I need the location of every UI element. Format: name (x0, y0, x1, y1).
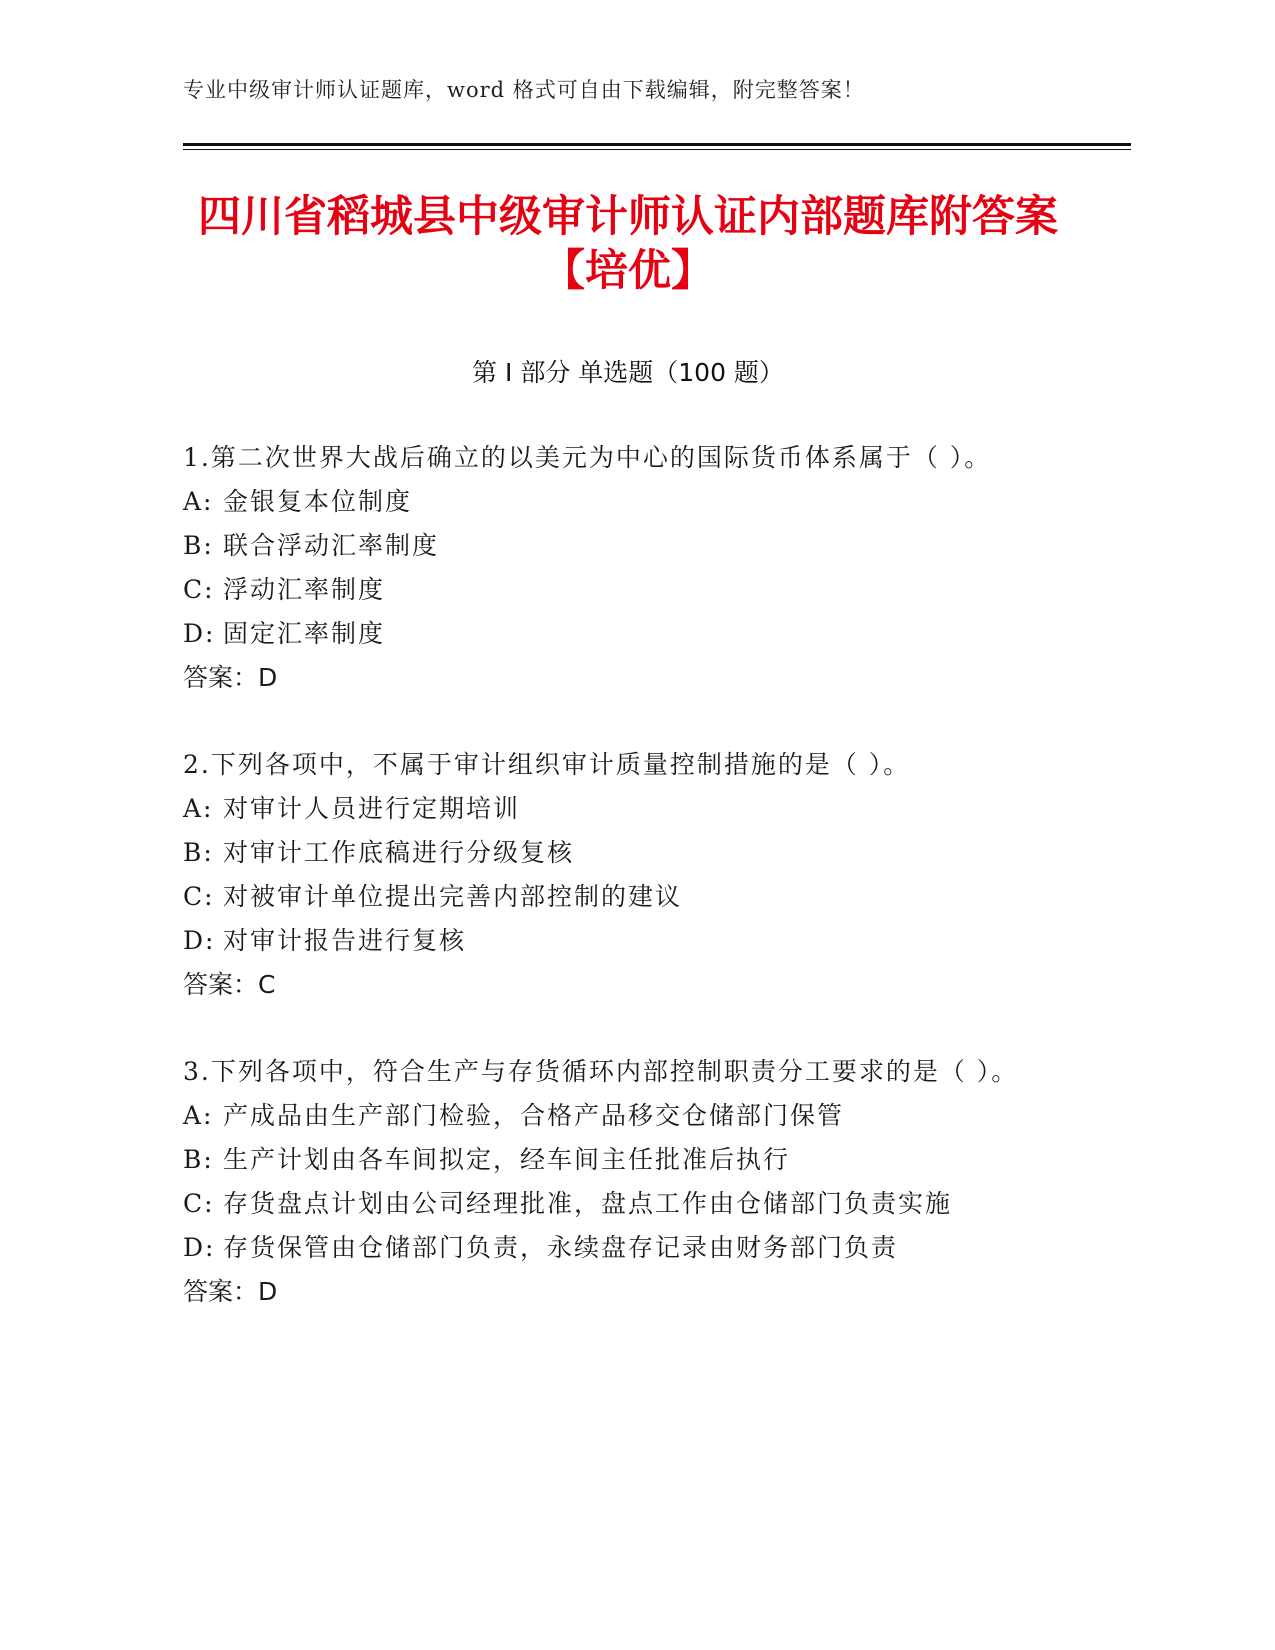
option-d (183, 919, 1083, 963)
option-letter: B: (183, 1145, 214, 1174)
option-b (183, 1138, 1083, 1182)
option-text: 对审计工作底稿进行分级复核 (223, 838, 575, 867)
option-text: 固定汇率制度 (223, 619, 386, 648)
answer: 答案：D (183, 663, 278, 692)
option-letter: B: (183, 838, 214, 867)
option-letter: B: (183, 531, 214, 560)
option-a (183, 1094, 1083, 1138)
answer: 答案：C (183, 970, 276, 999)
option-letter: C: (183, 575, 215, 604)
option-letter: C: (183, 882, 215, 911)
question-stem: 2.下列各项中，不属于审计组织审计质量控制措施的是（ ）。 (183, 750, 911, 779)
question-stem: 3.下列各项中，符合生产与存货循环内部控制职责分工要求的是（ ）。 (183, 1057, 1019, 1086)
option-text: 生产计划由各车间拟定，经车间主任批准后执行 (223, 1145, 791, 1174)
option-b (183, 831, 1083, 875)
option-d (183, 612, 1083, 656)
section-title: 第 I 部分 单选题（100 题） (472, 358, 784, 387)
option-letter: A: (183, 487, 214, 516)
option-text: 对被审计单位提出完善内部控制的建议 (223, 882, 683, 911)
option-text: 对审计报告进行复核 (223, 926, 467, 955)
option-b (183, 524, 1083, 568)
question-1 (183, 436, 1083, 700)
header-rule-thick (183, 143, 1131, 146)
option-letter: C: (183, 1189, 215, 1218)
question-2 (183, 743, 1083, 1007)
option-letter: D: (183, 619, 216, 648)
option-text: 浮动汇率制度 (223, 575, 386, 604)
answer: 答案：D (183, 1277, 278, 1306)
option-d (183, 1226, 1083, 1270)
option-letter: A: (183, 1101, 214, 1130)
header-rule-thin (183, 149, 1131, 150)
option-text: 金银复本位制度 (223, 487, 413, 516)
option-text: 产成品由生产部门检验，合格产品移交仓储部门保管 (223, 1101, 845, 1130)
question-3 (183, 1050, 1083, 1314)
option-c (183, 1182, 1083, 1226)
question-stem: 1.第二次世界大战后确立的以美元为中心的国际货币体系属于（ ）。 (183, 443, 992, 472)
option-letter: A: (183, 794, 214, 823)
document-title: 四川省稻城县中级审计师认证内部题库附答案【培优】 (198, 192, 1058, 296)
option-letter: D: (183, 926, 216, 955)
question-list (183, 436, 1083, 1357)
option-c (183, 875, 1083, 919)
option-c (183, 568, 1083, 612)
option-a (183, 480, 1083, 524)
option-letter: D: (183, 1233, 216, 1262)
option-text: 存货盘点计划由公司经理批准，盘点工作由仓储部门负责实施 (223, 1189, 953, 1218)
option-text: 对审计人员进行定期培训 (223, 794, 521, 823)
option-text: 存货保管由仓储部门负责，永续盘存记录由财务部门负责 (223, 1233, 899, 1262)
option-text: 联合浮动汇率制度 (223, 531, 440, 560)
option-a (183, 787, 1083, 831)
header-note: 专业中级审计师认证题库，word 格式可自由下载编辑，附完整答案！ (183, 78, 865, 102)
